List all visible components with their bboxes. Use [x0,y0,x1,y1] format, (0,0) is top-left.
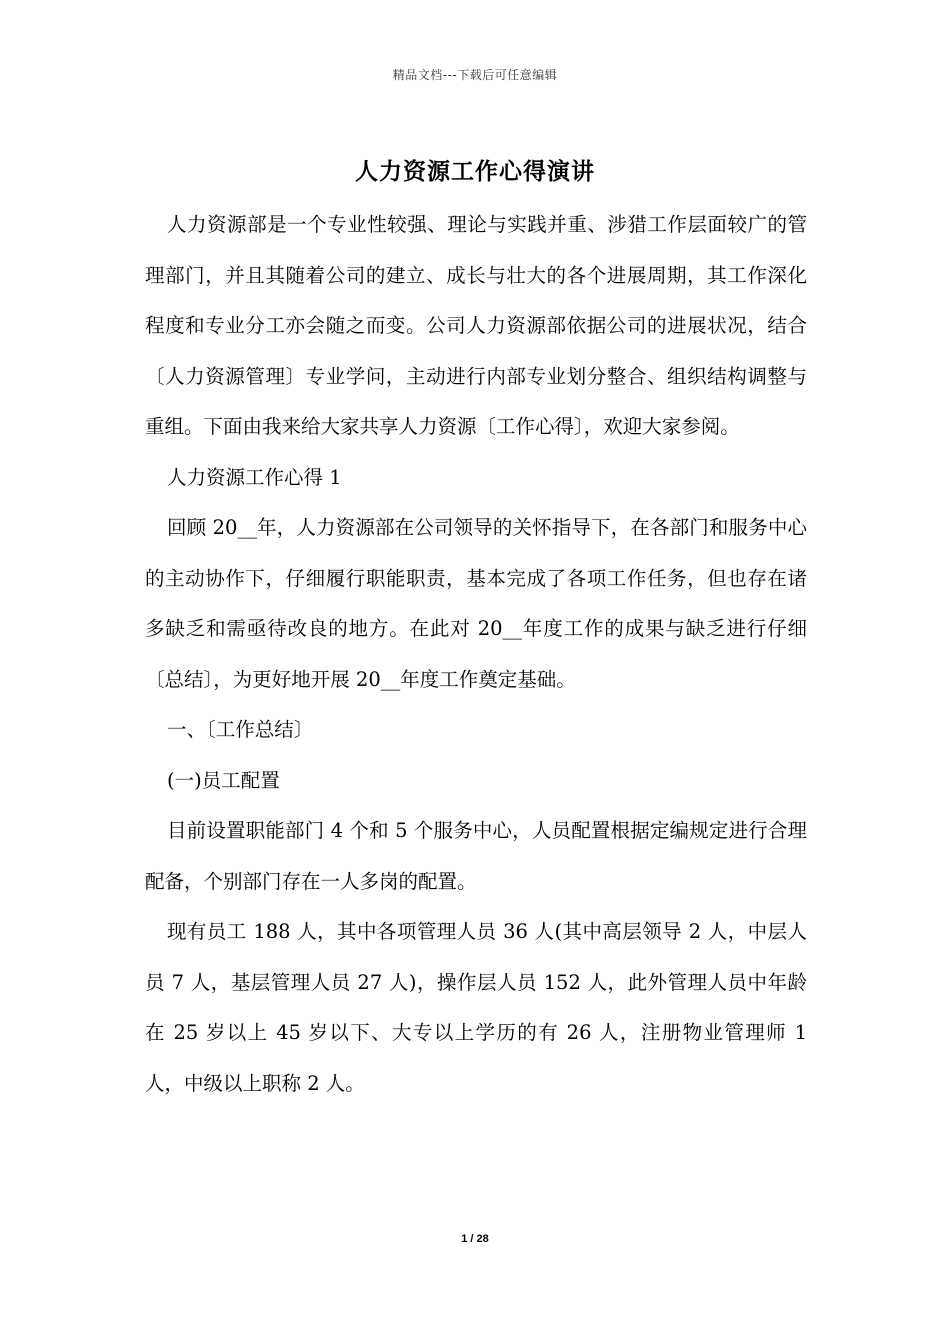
review-paragraph: 回顾 20__年，人力资源部在公司领导的关怀指导下，在各部门和服务中心的主动协作下，仔细履行职能职责，基本完成了各项工作任务，但也存在诸多缺乏和需亟待改良的地方。在此对 20__年度工作的成果与缺乏进行仔细〔总结〕，为更好地开展 20__年度工作奠定基础。 [145,516,807,691]
page-number: 1 / 28 [461,1233,489,1245]
page-header: 精品文档---下载后可任意编辑 [392,68,558,82]
document-title: 人力资源工作心得演讲 [355,159,595,185]
item-heading: (一)员工配置 [167,768,280,792]
staffing-paragraph: 目前设置职能部门 4 个和 5 个服务中心，人员配置根据定编规定进行合理配备，个别部门存在一人多岗的配置。 [145,819,807,893]
staff-count-paragraph: 现有员工 188 人，其中各项管理人员 36 人(其中高层领导 2 人，中层人员 7 人，基层管理人员 27 人)，操作层人员 152 人，此外管理人员中年龄在 25 岁以上 45 岁以下、大专以上学历的有 26 人，注册物业管理师 1 人，中级以上职称 2 人。 [145,920,807,1095]
document-body [145,200,807,1109]
subsection-heading: 一、〔工作总结〕 [167,718,314,741]
intro-paragraph: 人力资源部是一个专业性较强、理论与实践并重、涉猎工作层面较广的管理部门，并且其随着公司的建立、成长与壮大的各个进展周期，其工作深化程度和专业分工亦会随之而变。公司人力资源部依据公司的进展状况，结合〔人力资源管理〕专业学问，主动进行内部专业划分整合、组织结构调整与重组。下面由我来给大家共享人力资源〔工作心得〕，欢迎大家参阅。 [145,213,807,438]
section-heading: 人力资源工作心得 1 [167,465,342,489]
